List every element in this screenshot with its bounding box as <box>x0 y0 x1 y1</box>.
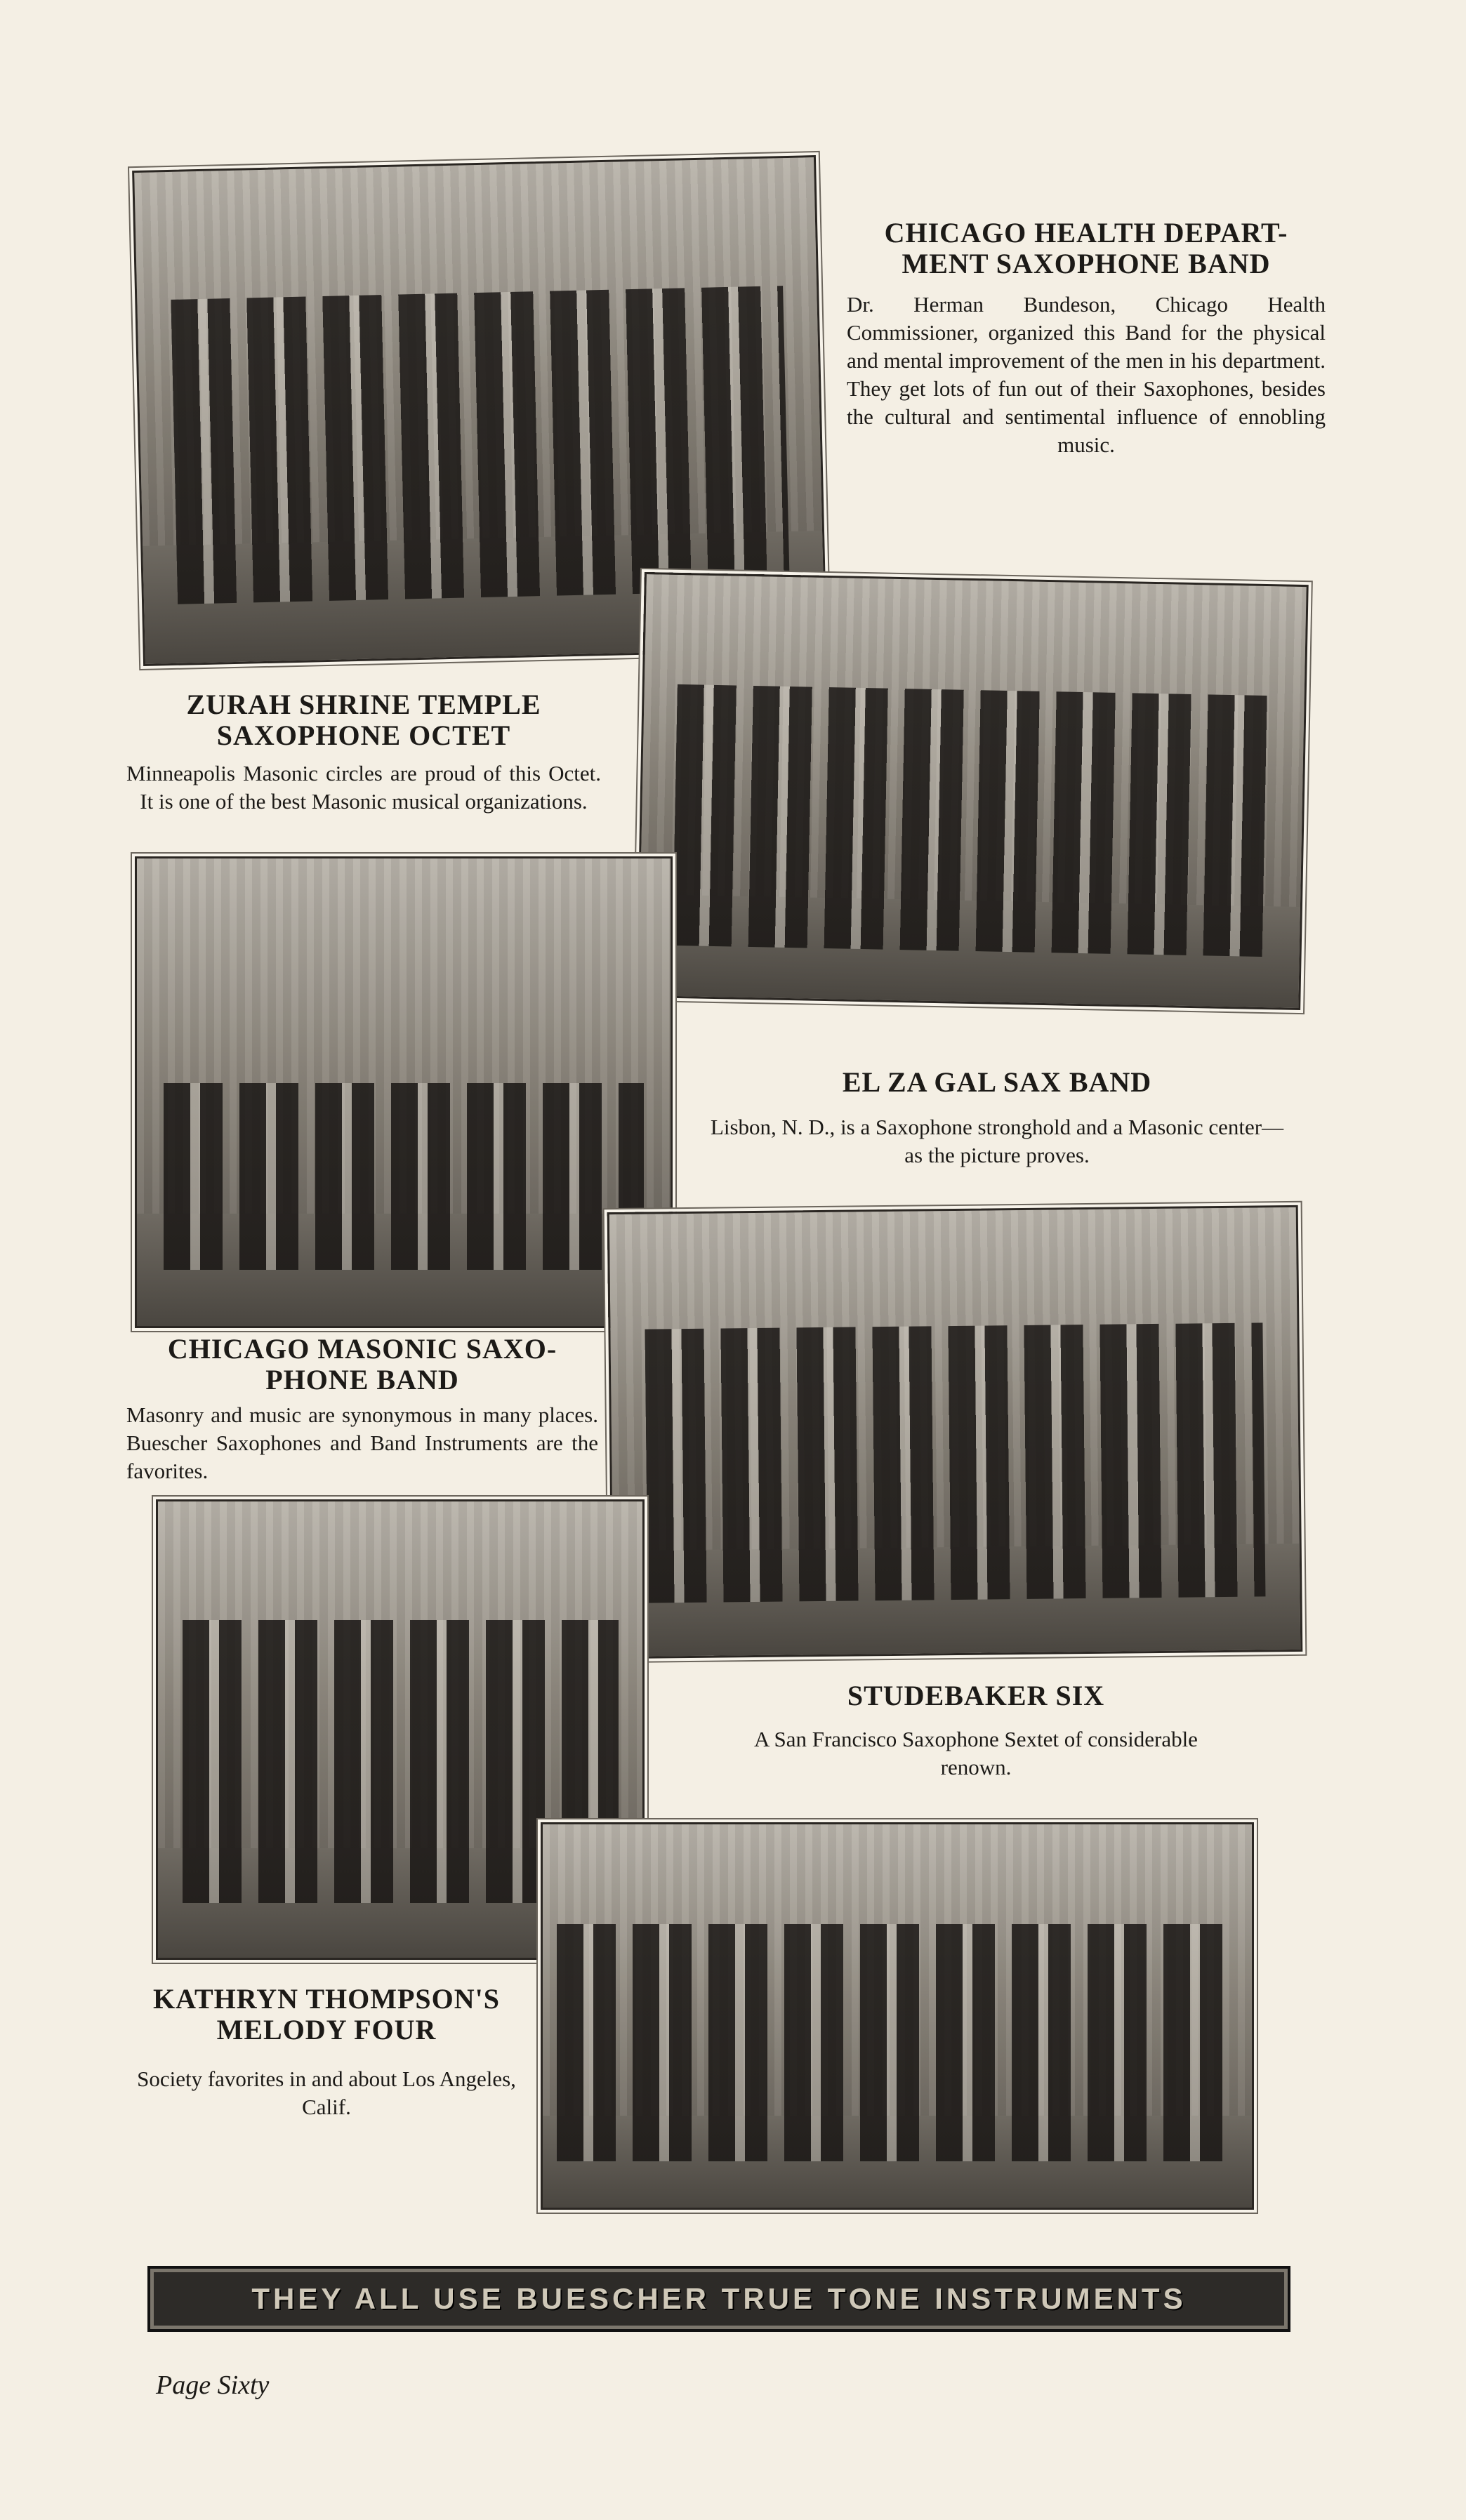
caption-zurah-shrine <box>126 689 601 816</box>
caption-title: CHICAGO MASONIC SAXO- PHONE BAND <box>167 1333 557 1395</box>
caption-chicago-masonic <box>126 1334 598 1485</box>
slogan-banner <box>147 2266 1290 2332</box>
caption-title: STUDEBAKER SIX <box>847 1680 1105 1711</box>
caption-text: Masonry and music are synonymous in many places. Buescher Saxophones and Band Instruments are the favorites. <box>126 1402 598 1483</box>
caption-studebaker <box>730 1680 1222 1782</box>
chicago-masonic-band-photo <box>607 1205 1303 1659</box>
melody-four-photo <box>541 1822 1254 2210</box>
zurah-shrine-octet-photo <box>636 572 1308 1010</box>
caption-chicago-health <box>847 218 1326 459</box>
caption-text: Dr. Herman Bundeson, Chicago Health Commissioner, organized this Band for the physical and mental improvement of the men in his department. They get lots of fun out of their Saxophones, besides the cultural and sentimental influence of ennobling music. <box>847 292 1326 457</box>
caption-el-za-gal <box>702 1067 1292 1169</box>
caption-text: A San Francisco Saxophone Sextet of considerable renown. <box>754 1727 1198 1779</box>
caption-title: KATHRYN THOMPSON'S MELODY FOUR <box>152 1983 501 2045</box>
caption-text: Society favorites in and about Los Angeles, Calif. <box>137 2067 516 2119</box>
page-number: Page Sixty <box>156 2370 270 2400</box>
caption-text: Lisbon, N. D., is a Saxophone stronghold and a Masonic center—as the picture proves. <box>710 1115 1284 1167</box>
caption-title: ZURAH SHRINE TEMPLE SAXOPHONE OCTET <box>186 689 541 751</box>
caption-title: EL ZA GAL SAX BAND <box>842 1066 1152 1098</box>
slogan-text: THEY ALL USE BUESCHER TRUE TONE INSTRUMENTS <box>251 2282 1187 2315</box>
caption-text: Minneapolis Masonic circles are proud of this Octet. It is one of the best Masonic musical organizations. <box>126 761 601 814</box>
caption-melody-four <box>126 1984 527 2121</box>
el-za-gal-sax-band-photo <box>135 856 673 1328</box>
caption-title: CHICAGO HEALTH DEPART- MENT SAXOPHONE BAND <box>884 217 1288 279</box>
